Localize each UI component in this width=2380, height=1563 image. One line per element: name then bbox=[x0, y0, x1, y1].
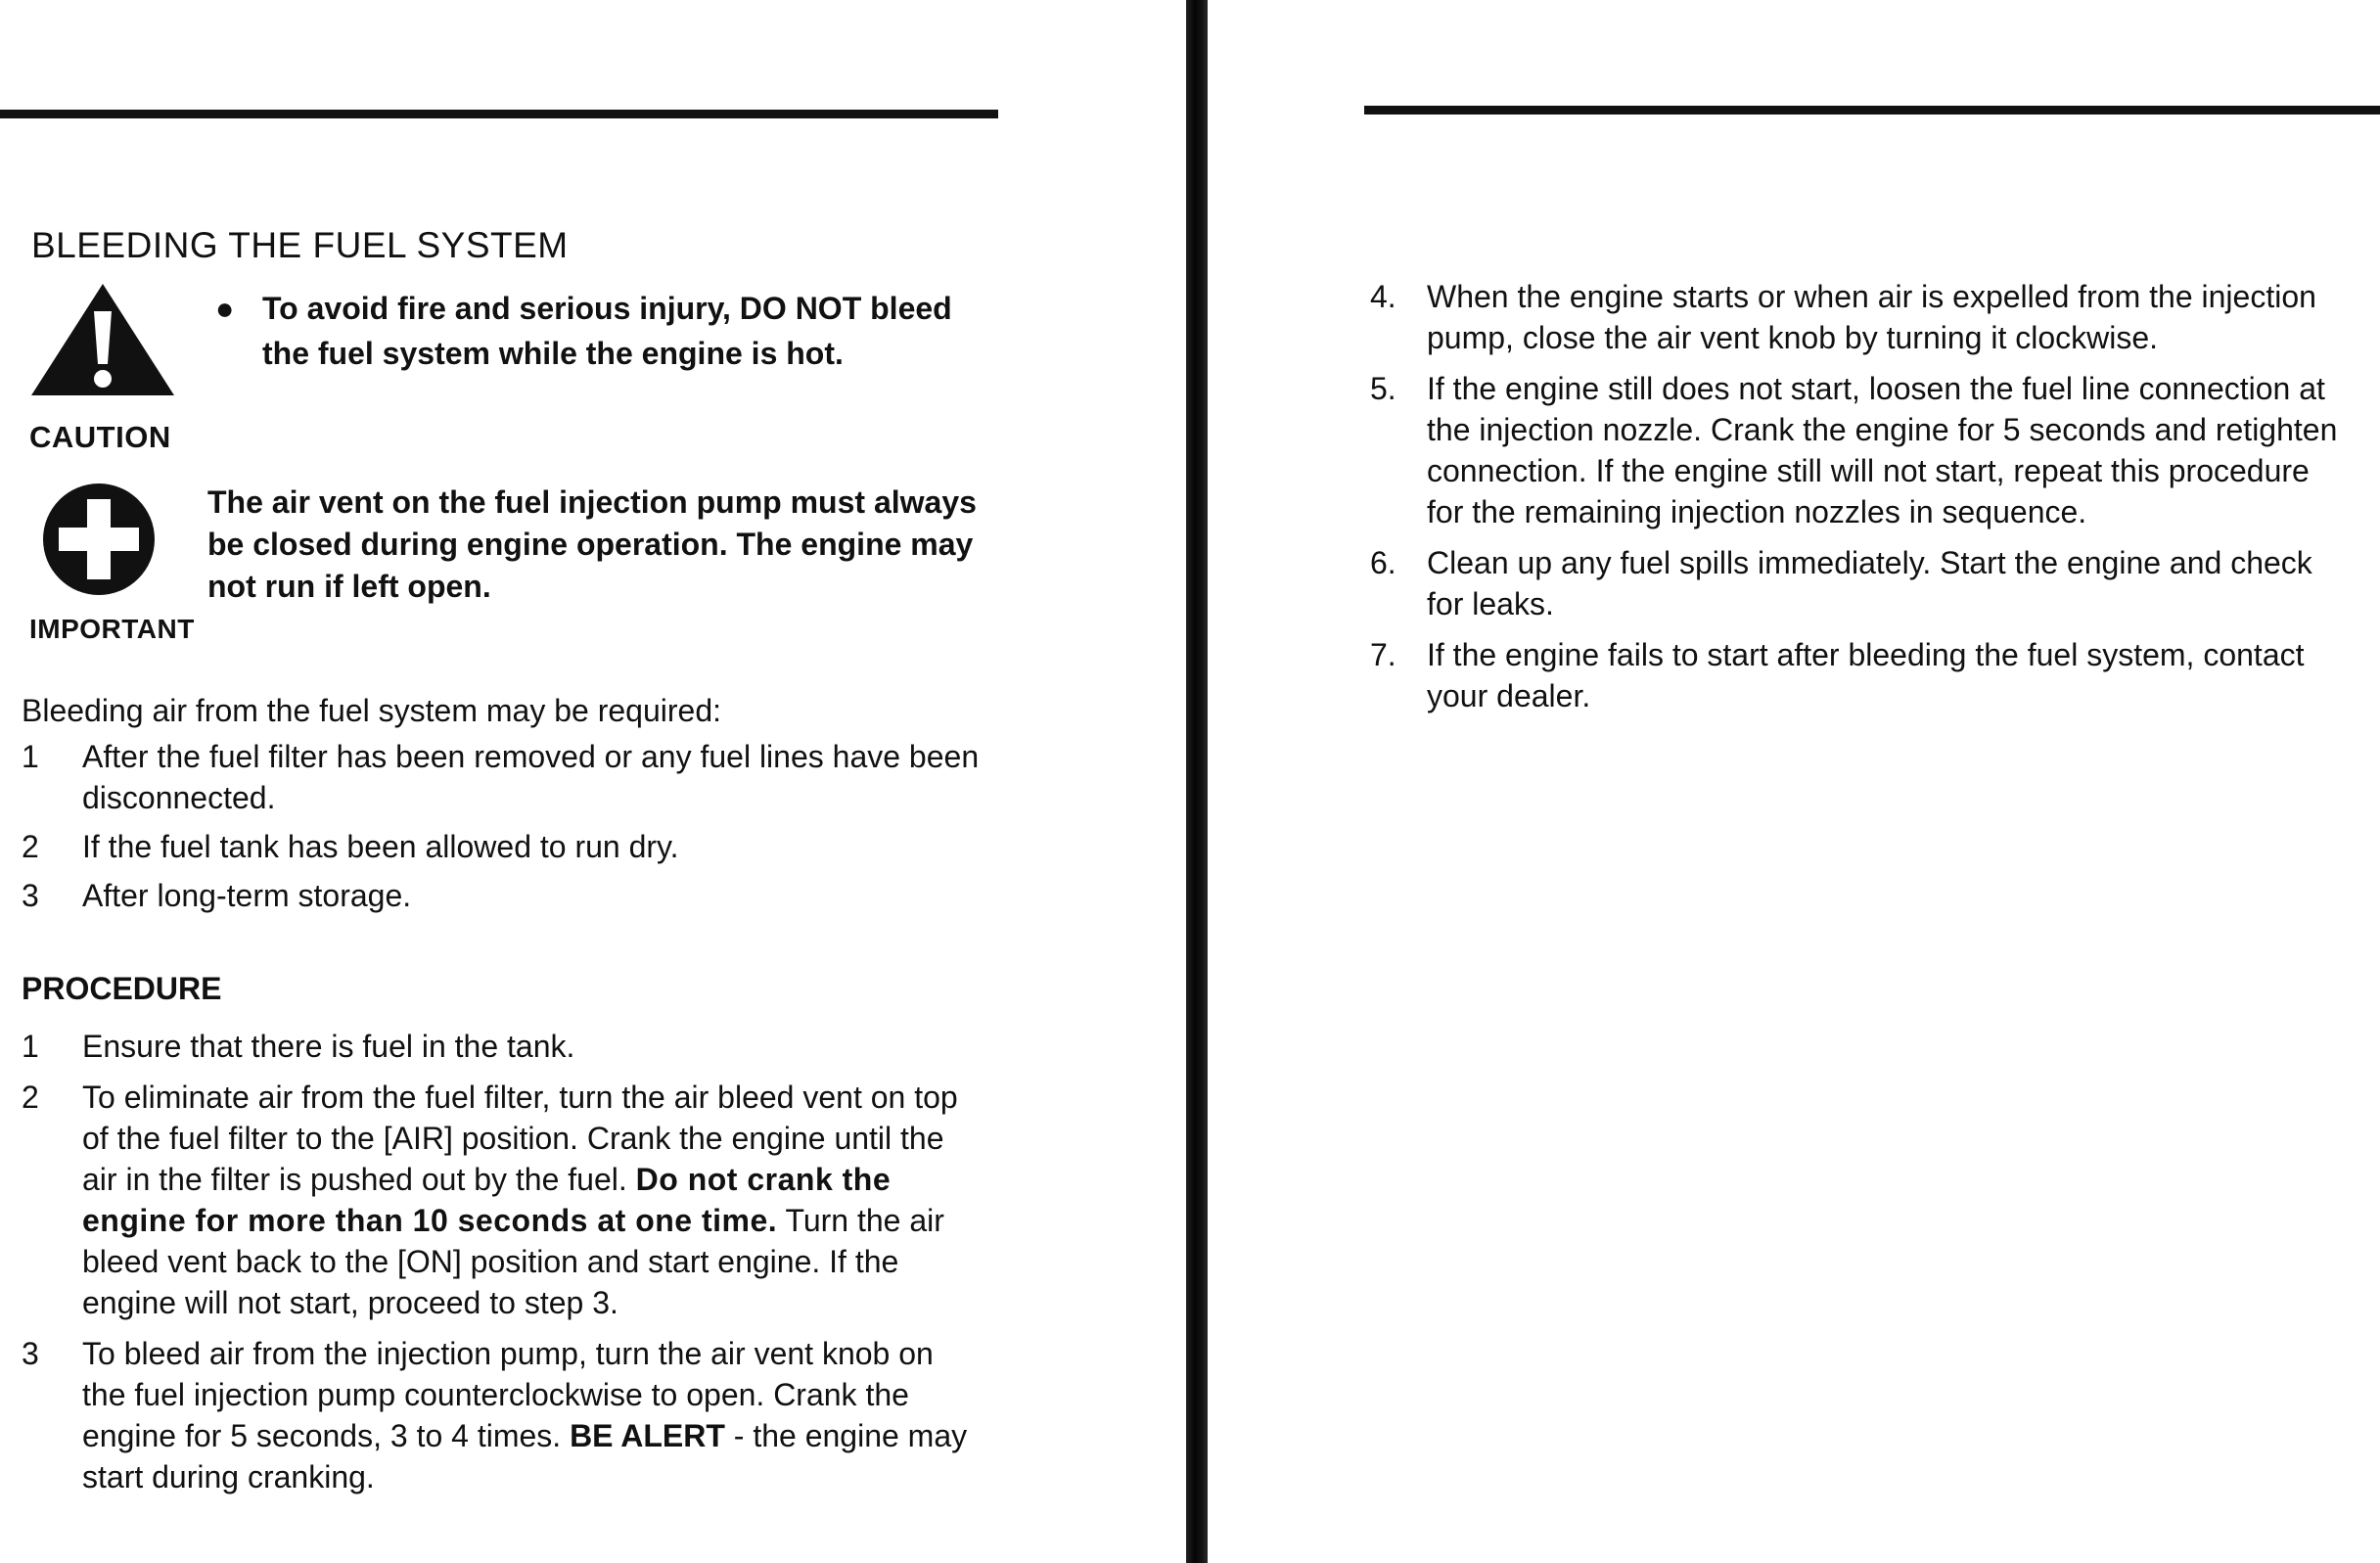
list-text: After the fuel filter has been removed or any fuel lines have been disconnected. bbox=[82, 739, 980, 815]
procedure-step bbox=[1370, 276, 2349, 358]
procedure-step bbox=[1370, 368, 2349, 532]
procedure-steps-list bbox=[22, 1026, 981, 1507]
list-item bbox=[22, 875, 990, 916]
step-text-part: To eliminate air from the fuel filter, turn the air bleed vent on top of the fuel filter to the [AIR] position. Crank the engine until the air in the filter is pushed out by the fuel. bbox=[82, 1080, 958, 1197]
step-text bbox=[82, 1333, 981, 1497]
step-text: When the engine starts or when air is expelled from the injection pump, close the air vent knob by turning it clockwise. bbox=[1427, 279, 2316, 355]
step-text: If the engine still does not start, loosen the fuel line connection at the injection nozzle. Crank the engine for 5 seconds and retighten connection. If the engine still will not start, repeat this procedure for the remaining injection nozzles in sequence. bbox=[1427, 371, 2338, 529]
procedure-step bbox=[1370, 542, 2349, 624]
bullet-icon: ● bbox=[215, 291, 235, 326]
procedure-step bbox=[22, 1333, 981, 1497]
list-item bbox=[22, 826, 990, 867]
important-label: IMPORTANT bbox=[29, 614, 195, 644]
caution-symbol bbox=[29, 282, 186, 455]
step-number: 2 bbox=[22, 1080, 39, 1115]
step-text-part: Turn the air bleed vent back to the [ON] position and start engine. If the engine will not start, proceed to step 3. bbox=[82, 1203, 944, 1320]
section-title: BLEEDING THE FUEL SYSTEM bbox=[31, 225, 569, 265]
list-text: After long-term storage. bbox=[82, 878, 412, 913]
procedure-step bbox=[1370, 634, 2349, 716]
step-number: 1 bbox=[22, 1029, 39, 1064]
list-text: If the fuel tank has been allowed to run dry. bbox=[82, 829, 679, 864]
caution-message bbox=[215, 286, 998, 376]
step-warning-bold: BE ALERT bbox=[570, 1418, 725, 1453]
left-page bbox=[0, 0, 1184, 1563]
step-text: Clean up any fuel spills immediately. Start the engine and check for leaks. bbox=[1427, 545, 2312, 621]
header-rule bbox=[0, 110, 998, 118]
step-text bbox=[82, 1077, 981, 1323]
step-text-part: - the engine may start during cranking. bbox=[82, 1418, 968, 1494]
procedure-heading: PROCEDURE bbox=[22, 971, 222, 1006]
list-item bbox=[22, 736, 990, 818]
step-number: 6. bbox=[1370, 545, 1396, 580]
important-cross-icon bbox=[41, 482, 157, 597]
step-text: Ensure that there is fuel in the tank. bbox=[82, 1029, 575, 1064]
book-spine-gutter bbox=[1186, 0, 1208, 1563]
list-number: 2 bbox=[22, 829, 39, 864]
procedure-step bbox=[22, 1077, 981, 1323]
procedure-step bbox=[22, 1026, 981, 1067]
caution-label: CAUTION bbox=[29, 420, 171, 454]
list-number: 3 bbox=[22, 878, 39, 913]
step-number: 3 bbox=[22, 1336, 39, 1371]
important-symbol bbox=[29, 482, 195, 645]
step-number: 4. bbox=[1370, 279, 1396, 314]
bleeding-reasons-list bbox=[22, 736, 990, 924]
list-number: 1 bbox=[22, 739, 39, 774]
intro-text: Bleeding air from the fuel system may be required: bbox=[22, 693, 721, 728]
warning-triangle-icon bbox=[29, 282, 176, 399]
procedure-steps-continued bbox=[1370, 276, 2349, 726]
caution-text: To avoid fire and serious injury, DO NOT bleed the fuel system while the engine is hot. bbox=[262, 291, 952, 371]
step-text: If the engine fails to start after bleeding the fuel system, contact your dealer. bbox=[1427, 637, 2305, 713]
step-text-part: To bleed air from the injection pump, turn the air vent knob on the fuel injection pump counterclockwise to open. Crank the engine for 5 seconds, 3 to 4 times. bbox=[82, 1336, 934, 1453]
right-page bbox=[1233, 0, 2380, 1563]
step-warning-bold: Do not crank the engine for more than 10 seconds at one time. bbox=[82, 1162, 892, 1238]
header-rule bbox=[1364, 106, 2380, 115]
important-message: The air vent on the fuel injection pump must always be closed during engine operation. The engine may not run if left open. bbox=[207, 484, 977, 604]
step-number: 5. bbox=[1370, 371, 1396, 406]
step-number: 7. bbox=[1370, 637, 1396, 672]
